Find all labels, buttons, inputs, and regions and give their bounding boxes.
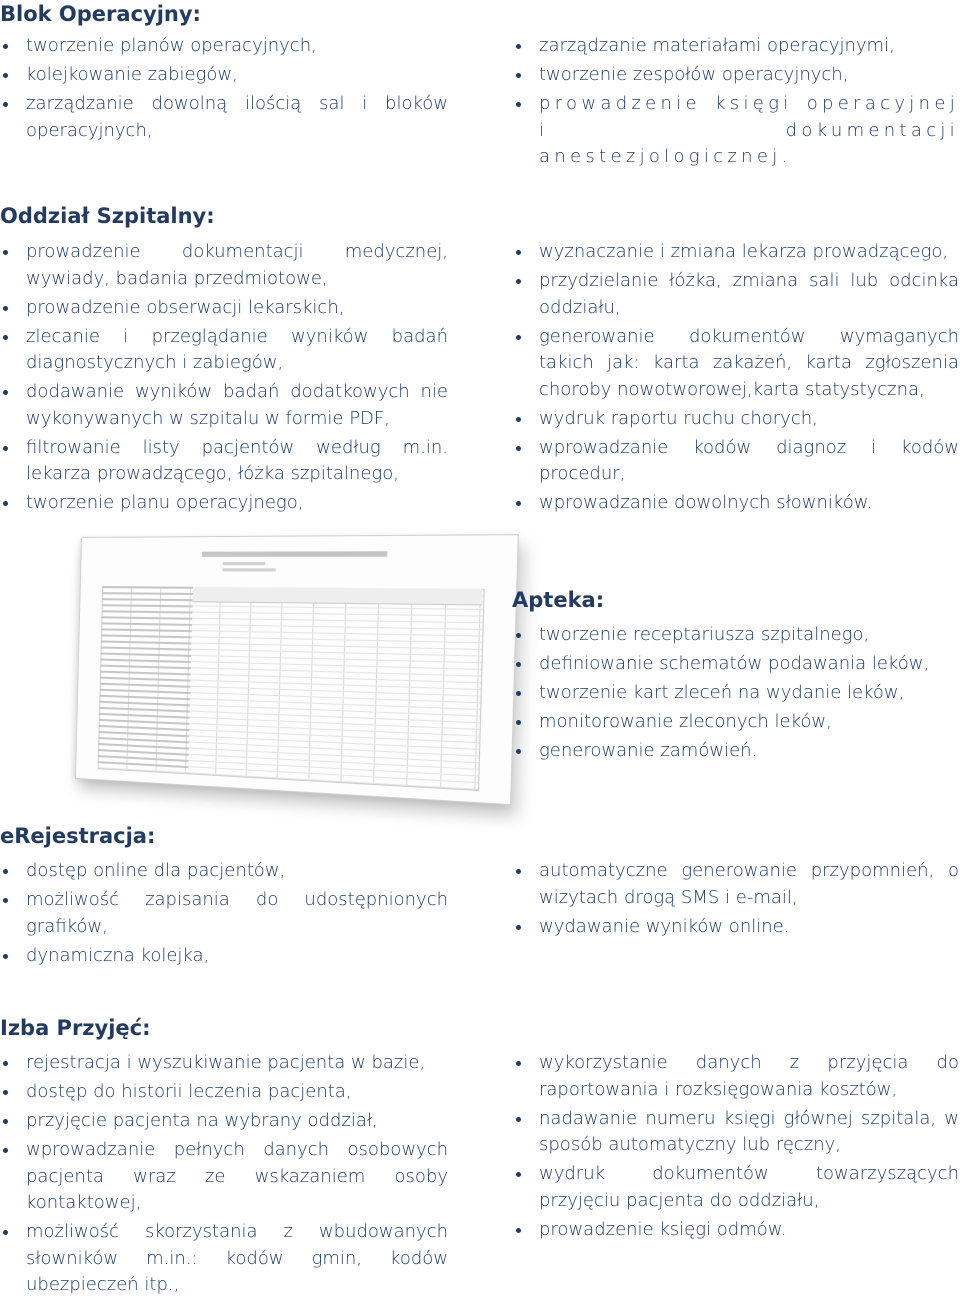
list-item: tworzenie planu operacyjnego, (0, 490, 448, 517)
list-item: kolejkowanie zabiegów, (0, 62, 448, 89)
list-item: definiowanie schematów podawania leków, (513, 651, 959, 678)
sheet-table-header (193, 587, 483, 606)
sheet-title-line (202, 551, 387, 557)
list-item: wprowadzanie pełnych danych osobowych pacjenta wraz ze wskazaniem osoby kontaktowej, (0, 1137, 448, 1217)
section-title-erejestracja: eRejestracja: (0, 824, 156, 848)
list-item: generowanie zamówień. (513, 738, 959, 765)
list-item: wprowadzanie kodów diagnoz i kodów procedur, (513, 435, 959, 488)
list-item: rejestracja i wyszukiwanie pacjenta w bazie, (0, 1050, 448, 1077)
list-item: generowanie dokumentów wymaganych takich jak: karta zakażeń, karta zgłoszenia choroby nowotworowej,karta statystyczna, (513, 324, 959, 404)
list-item: wydruk dokumentów towarzyszących przyjęciu pacjenta do oddziału, (513, 1161, 959, 1214)
report-sheet-image (78, 537, 478, 777)
list-item: tworzenie planów operacyjnych, (0, 33, 448, 60)
list-item: automatyczne generowanie przypomnień, o wizytach drogą SMS i e-mail, (513, 858, 959, 911)
list-item: prowadzenie księgi odmów. (513, 1217, 959, 1244)
list-blok-left (0, 33, 448, 147)
list-oddzial-right (513, 239, 959, 519)
list-item: zlecanie i przeglądanie wyników badań diagnostycznych i zabiegów, (0, 324, 448, 377)
list-apteka (513, 622, 959, 767)
list-item: przydzielanie łóżka, zmiana sali lub odcinka oddziału, (513, 268, 959, 321)
list-item: dynamiczna kolejka, (0, 943, 448, 970)
list-erejestracja-left (0, 858, 448, 972)
list-item: tworzenie kart zleceń na wydanie leków, (513, 680, 959, 707)
list-item: tworzenie zespołów operacyjnych, (513, 62, 959, 89)
list-item: filtrowanie listy pacjentów według m.in. lekarza prowadzącego, łóżka szpitalnego, (0, 435, 448, 488)
list-item: prowadzenie dokumentacji medycznej, wywiady, badania przedmiotowe, (0, 239, 448, 292)
list-izba-left (0, 1050, 448, 1301)
sheet-first-column (98, 586, 193, 772)
list-item: dodawanie wyników badań dodatkowych nie wykonywanych w szpitalu w formie PDF, (0, 379, 448, 432)
list-item: wprowadzanie dowolnych słowników. (513, 490, 959, 517)
list-item: wydruk raportu ruchu chorych, (513, 406, 959, 433)
list-item: dostęp do historii leczenia pacjenta, (0, 1079, 448, 1106)
list-item: zarządzanie materiałami operacyjnymi, (513, 33, 959, 60)
list-blok-right (513, 33, 959, 173)
list-item: wydawanie wyników online. (513, 914, 959, 941)
sheet-subtitle-line (223, 568, 276, 571)
section-title-izba-przyjec: Izba Przyjęć: (0, 1016, 151, 1040)
list-item: możliwość skorzystania z wbudowanych słowników m.in.: kodów gmin, kodów ubezpieczeń itp., (0, 1219, 448, 1299)
list-item: nadawanie numeru księgi głównej szpitala, w sposób automatyczny lub ręczny, (513, 1106, 959, 1159)
list-item: wykorzystanie danych z przyjęcia do raportowania i rozksięgowania kosztów, (513, 1050, 959, 1103)
list-item: dostęp online dla pacjentów, (0, 858, 448, 885)
sheet-subtitle-line (223, 562, 266, 565)
section-title-blok-operacyjny: Blok Operacyjny: (0, 2, 201, 26)
list-item: zarządzanie dowolną ilością sal i bloków operacyjnych, (0, 91, 448, 144)
list-item: wyznaczanie i zmiana lekarza prowadzącego, (513, 239, 959, 266)
list-item: prowadzenie obserwacji lekarskich, (0, 295, 448, 322)
section-title-oddzial-szpitalny: Oddział Szpitalny: (0, 204, 215, 228)
list-item: prowadzenie księgi operacyjnej i dokumentacji anestezjologicznej. (513, 91, 959, 171)
list-item: tworzenie receptariusza szpitalnego, (513, 622, 959, 649)
list-erejestracja-right (513, 858, 959, 943)
list-item: przyjęcie pacjenta na wybrany oddział, (0, 1108, 448, 1135)
list-izba-right (513, 1050, 959, 1246)
list-oddzial-left (0, 239, 448, 519)
list-item: monitorowanie zleconych leków, (513, 709, 959, 736)
report-sheet (75, 534, 519, 805)
section-title-apteka: Apteka: (512, 588, 605, 612)
list-item: możliwość zapisania do udostępnionych grafików, (0, 887, 448, 940)
